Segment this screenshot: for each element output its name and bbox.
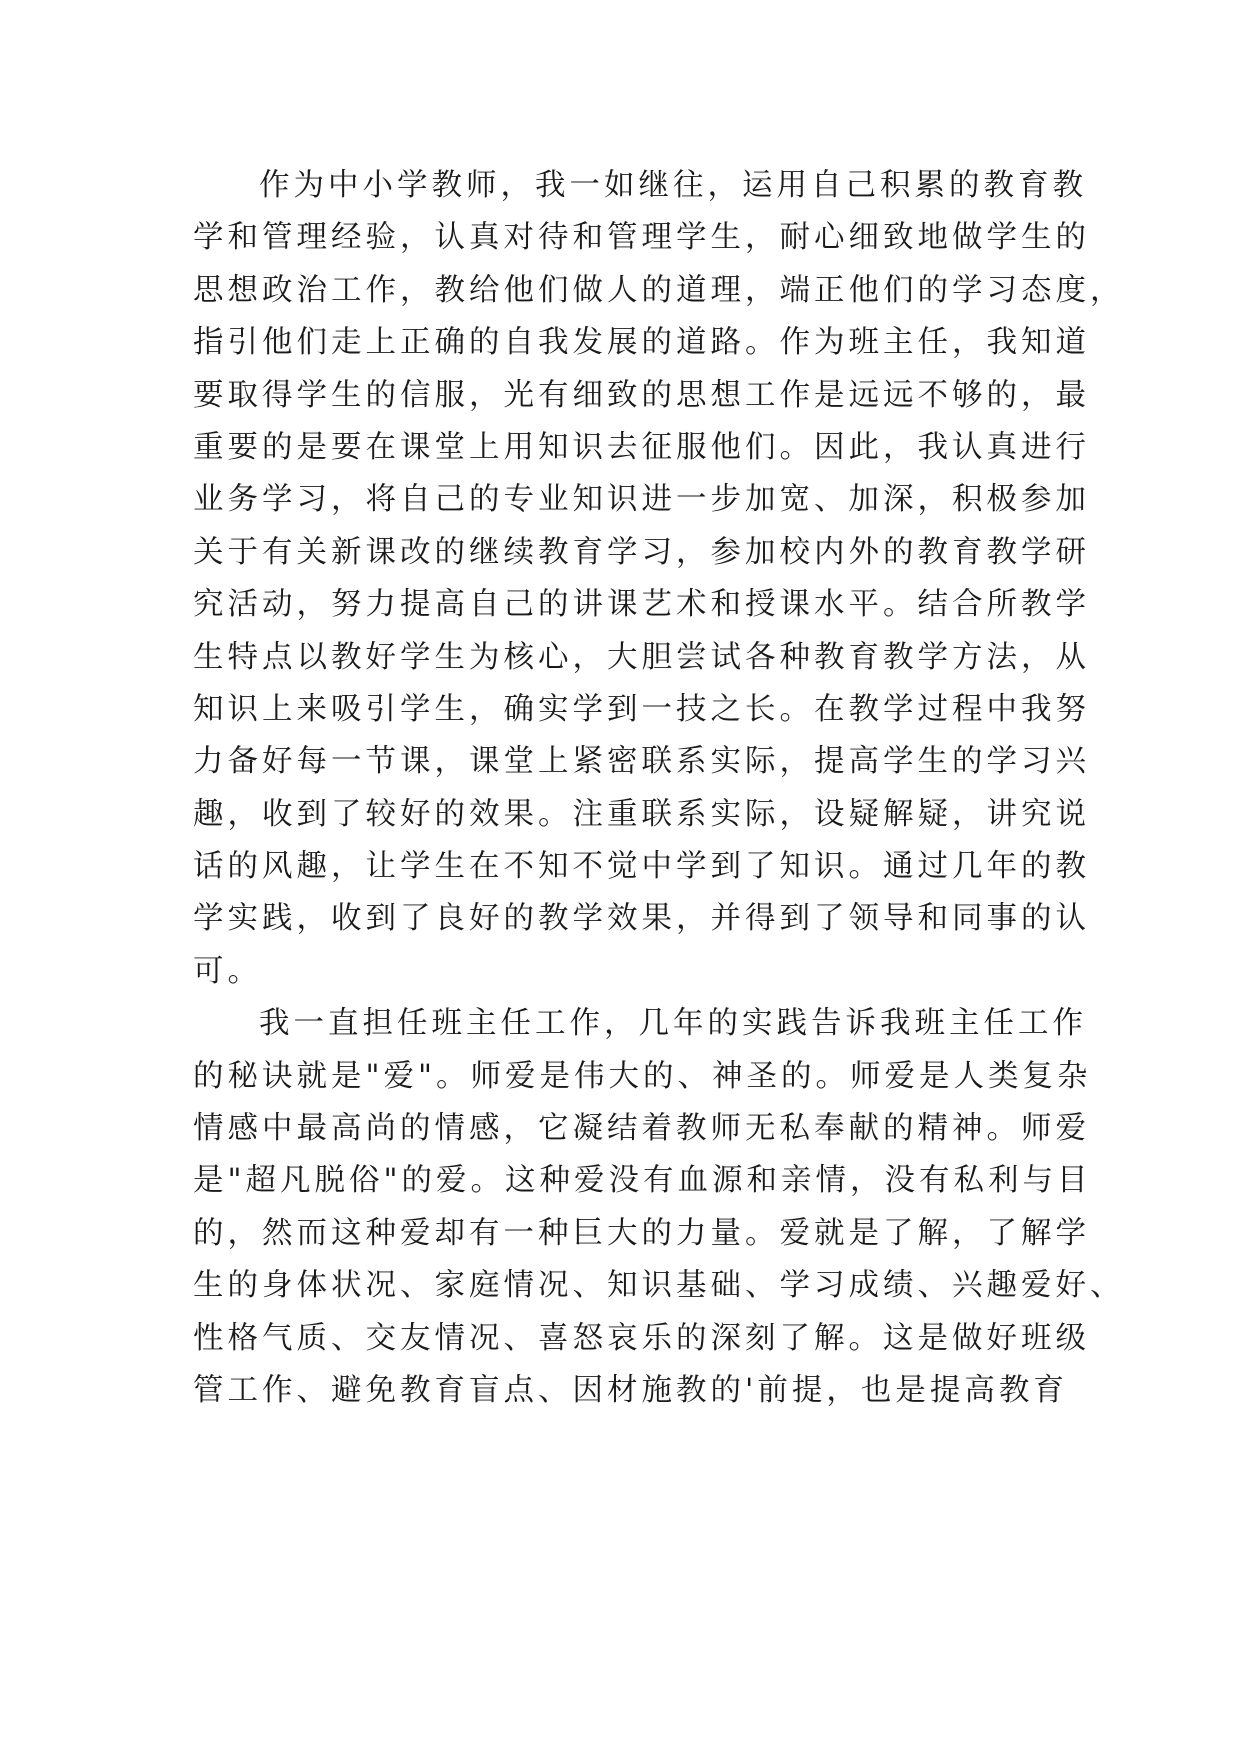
text-line: 思想政治工作，教给他们做人的道理，端正他们的学习态度，: [193, 272, 1125, 308]
paragraph-2: [193, 998, 1125, 1417]
text-line: 趣，收到了较好的效果。注重联系实际，设疑解疑，讲究说: [193, 796, 1090, 832]
text-line: 知识上来吸引学生，确实学到一技之长。在教学过程中我努: [193, 691, 1090, 727]
text-line: 究活动，努力提高自己的讲课艺术和授课水平。结合所教学: [193, 587, 1090, 623]
text-line: 的，然而这种爱却有一种巨大的力量。爱就是了解，了解学: [193, 1215, 1090, 1251]
text-line: 的秘诀就是"爱"。师爱是伟大的、神圣的。师爱是人类复杂: [193, 1058, 1092, 1094]
text-line: 要取得学生的信服，光有细致的思想工作是远远不够的，最: [193, 377, 1090, 413]
text-line: 生特点以教好学生为核心，大胆尝试各种教育教学方法，从: [193, 639, 1090, 675]
text-line: 力备好每一节课，课堂上紧密联系实际，提高学生的学习兴: [193, 744, 1090, 780]
text-line: 关于有关新课改的继续教育学习，参加校内外的教育教学研: [193, 534, 1090, 570]
text-line: 话的风趣，让学生在不知不觉中学到了知识。通过几年的教: [193, 849, 1090, 885]
paragraph-1: [193, 160, 1125, 998]
text-line: 指引他们走上正确的自我发展的道路。作为班主任，我知道: [193, 325, 1090, 361]
text-line: 作为中小学教师，我一如继往，运用自己积累的教育教: [259, 168, 1087, 203]
body-text: [193, 160, 1125, 1417]
text-line: 可。: [193, 953, 262, 989]
text-line: 性格气质、交友情况、喜怒哀乐的深刻了解。这是做好班级: [193, 1320, 1090, 1356]
text-line: 管工作、避免教育盲点、因材施教的'前提，也是提高教育: [193, 1372, 1068, 1408]
text-line: 情感中最高尚的情感，它凝结着教师无私奉献的精神。师爱: [193, 1111, 1090, 1147]
text-line: 是"超凡脱俗"的爱。这种爱没有血源和亲情，没有私利与目: [193, 1163, 1092, 1199]
text-line: 学实践，收到了良好的教学效果，并得到了领导和同事的认: [193, 901, 1090, 937]
text-line: 业务学习，将自己的专业知识进一步加宽、加深，积极参加: [193, 482, 1090, 518]
text-line: 重要的是要在课堂上用知识去征服他们。因此，我认真进行: [193, 429, 1090, 465]
text-line: 我一直担任班主任工作，几年的实践告诉我班主任工作: [259, 1006, 1087, 1042]
text-line: 学和管理经验，认真对待和管理学生，耐心细致地做学生的: [193, 220, 1090, 256]
text-line: 生的身体状况、家庭情况、知识基础、学习成绩、兴趣爱好、: [193, 1268, 1125, 1304]
